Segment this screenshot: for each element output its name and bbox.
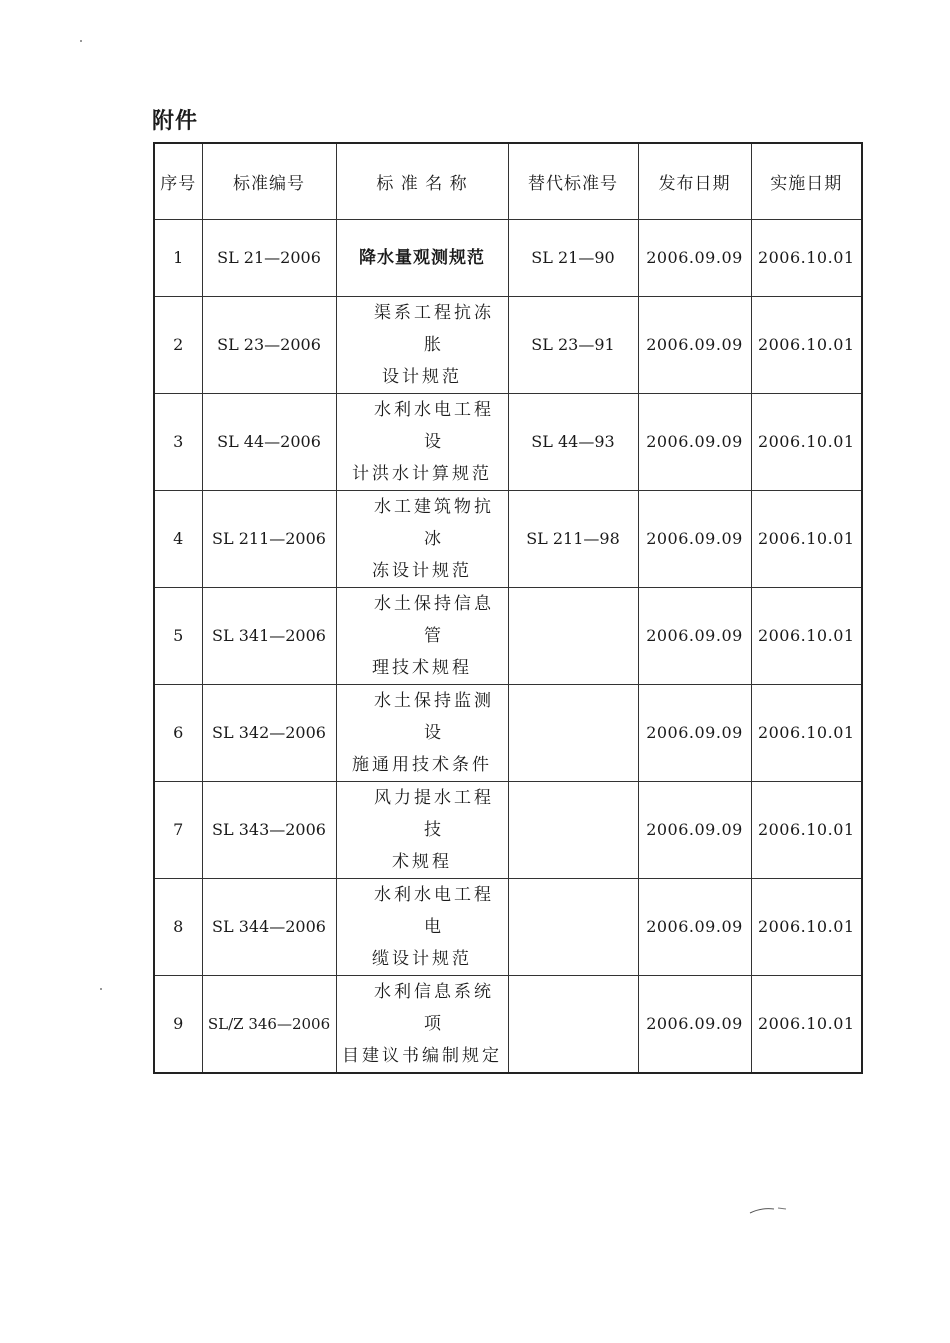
standard-name-line2: 目建议书编制规定 bbox=[342, 1045, 502, 1066]
table-row bbox=[154, 878, 862, 975]
cell-serial: 4 bbox=[154, 490, 202, 587]
cell-replaced-standard bbox=[508, 684, 638, 781]
table-row bbox=[154, 781, 862, 878]
cell-publish-date: 2006.09.09 bbox=[638, 296, 751, 393]
cell-publish-date: 2006.09.09 bbox=[638, 219, 751, 296]
table-row bbox=[154, 393, 862, 490]
standard-name-line1: 水土保持监测设 bbox=[374, 690, 494, 743]
cell-standard-code: SL 21—2006 bbox=[202, 219, 336, 296]
table-row bbox=[154, 587, 862, 684]
cell-serial: 2 bbox=[154, 296, 202, 393]
cell-effective-date: 2006.10.01 bbox=[751, 490, 862, 587]
standard-name-line1: 水土保持信息管 bbox=[374, 593, 494, 646]
cell-standard-name bbox=[336, 975, 508, 1073]
standard-name-line2: 设计规范 bbox=[382, 366, 462, 387]
cell-effective-date: 2006.10.01 bbox=[751, 781, 862, 878]
header-publish-date: 发布日期 bbox=[638, 143, 751, 219]
pen-mark-icon bbox=[748, 1204, 788, 1216]
cell-effective-date: 2006.10.01 bbox=[751, 393, 862, 490]
standard-name-line2: 施通用技术条件 bbox=[352, 754, 492, 775]
cell-serial: 6 bbox=[154, 684, 202, 781]
header-standard-code: 标准编号 bbox=[202, 143, 336, 219]
standard-name-line2: 理技术规程 bbox=[372, 657, 472, 678]
cell-effective-date: 2006.10.01 bbox=[751, 219, 862, 296]
cell-serial: 8 bbox=[154, 878, 202, 975]
cell-replaced-standard bbox=[508, 878, 638, 975]
standard-name-line1: 风力提水工程技 bbox=[374, 787, 494, 840]
cell-standard-code: SL 342—2006 bbox=[202, 684, 336, 781]
header-serial: 序号 bbox=[154, 143, 202, 219]
cell-standard-name bbox=[336, 219, 508, 296]
cell-publish-date: 2006.09.09 bbox=[638, 490, 751, 587]
cell-serial: 9 bbox=[154, 975, 202, 1073]
standard-name-line1: 降水量观测规范 bbox=[359, 247, 485, 268]
header-standard-name: 标 准 名 称 bbox=[336, 143, 508, 219]
cell-publish-date: 2006.09.09 bbox=[638, 393, 751, 490]
cell-standard-name bbox=[336, 296, 508, 393]
cell-standard-name bbox=[336, 393, 508, 490]
cell-publish-date: 2006.09.09 bbox=[638, 587, 751, 684]
cell-effective-date: 2006.10.01 bbox=[751, 684, 862, 781]
cell-replaced-standard bbox=[508, 975, 638, 1073]
cell-standard-code: SL 23—2006 bbox=[202, 296, 336, 393]
header-replaced-standard: 替代标准号 bbox=[508, 143, 638, 219]
cell-standard-name bbox=[336, 684, 508, 781]
cell-replaced-standard: SL 211—98 bbox=[508, 490, 638, 587]
cell-standard-code: SL 211—2006 bbox=[202, 490, 336, 587]
standard-name-line1: 水利信息系统项 bbox=[374, 981, 494, 1034]
cell-effective-date: 2006.10.01 bbox=[751, 975, 862, 1073]
cell-serial: 1 bbox=[154, 219, 202, 296]
standard-name-line1: 水利水电工程电 bbox=[374, 884, 494, 937]
table-row bbox=[154, 684, 862, 781]
standards-table bbox=[153, 142, 863, 1074]
standard-name-line2: 冻设计规范 bbox=[372, 560, 472, 581]
speck-decoration bbox=[100, 988, 102, 990]
cell-effective-date: 2006.10.01 bbox=[751, 878, 862, 975]
standard-name-line1: 水工建筑物抗冰 bbox=[374, 496, 494, 549]
standard-name-line1: 渠系工程抗冻胀 bbox=[374, 302, 494, 355]
cell-effective-date: 2006.10.01 bbox=[751, 296, 862, 393]
cell-standard-code: SL 344—2006 bbox=[202, 878, 336, 975]
cell-standard-name bbox=[336, 781, 508, 878]
cell-publish-date: 2006.09.09 bbox=[638, 684, 751, 781]
cell-standard-code: SL/Z 346—2006 bbox=[202, 975, 336, 1073]
cell-standard-code: SL 343—2006 bbox=[202, 781, 336, 878]
cell-serial: 3 bbox=[154, 393, 202, 490]
standard-name-line2: 缆设计规范 bbox=[372, 948, 472, 969]
cell-publish-date: 2006.09.09 bbox=[638, 878, 751, 975]
table-row bbox=[154, 219, 862, 296]
cell-replaced-standard: SL 23—91 bbox=[508, 296, 638, 393]
speck-decoration bbox=[80, 40, 82, 42]
cell-standard-code: SL 44—2006 bbox=[202, 393, 336, 490]
cell-serial: 7 bbox=[154, 781, 202, 878]
cell-replaced-standard: SL 21—90 bbox=[508, 219, 638, 296]
cell-standard-name bbox=[336, 587, 508, 684]
cell-replaced-standard: SL 44—93 bbox=[508, 393, 638, 490]
cell-publish-date: 2006.09.09 bbox=[638, 975, 751, 1073]
cell-standard-code: SL 341—2006 bbox=[202, 587, 336, 684]
cell-serial: 5 bbox=[154, 587, 202, 684]
table-row bbox=[154, 296, 862, 393]
standard-name-line1: 水利水电工程设 bbox=[374, 399, 494, 452]
page-title: 附件 bbox=[152, 109, 199, 134]
cell-effective-date: 2006.10.01 bbox=[751, 587, 862, 684]
table-row bbox=[154, 975, 862, 1073]
standard-name-line2: 术规程 bbox=[392, 851, 452, 872]
cell-replaced-standard bbox=[508, 587, 638, 684]
standard-name-line2: 计洪水计算规范 bbox=[352, 463, 492, 484]
table-header-row bbox=[154, 143, 862, 219]
cell-standard-name bbox=[336, 878, 508, 975]
table-row bbox=[154, 490, 862, 587]
cell-replaced-standard bbox=[508, 781, 638, 878]
header-effective-date: 实施日期 bbox=[751, 143, 862, 219]
cell-publish-date: 2006.09.09 bbox=[638, 781, 751, 878]
cell-standard-name bbox=[336, 490, 508, 587]
